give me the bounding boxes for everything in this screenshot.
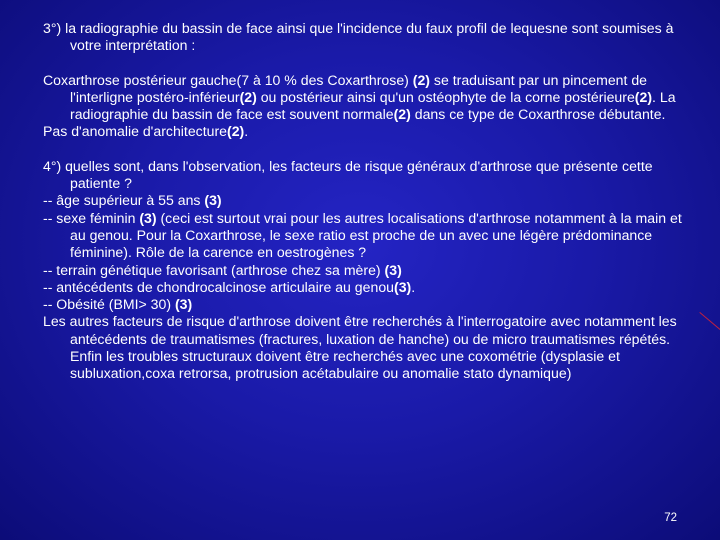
risk-factor-item <box>43 279 683 296</box>
answer-3 <box>43 72 683 124</box>
spacer <box>43 55 683 72</box>
points-label: (2) <box>239 88 257 105</box>
points-label: (3) <box>394 278 412 295</box>
risk-factor-text: -- antécédents de chondrocalcinose articulaire au genou <box>43 278 395 295</box>
risk-factor-item <box>43 262 683 279</box>
points-label: (2) <box>393 106 411 123</box>
points-label: (2) <box>412 71 430 88</box>
architecture-end: . <box>244 123 249 140</box>
closing-paragraph: Les autres facteurs de risque d'arthrose doivent être recherchés à l'interrogatoire avec notamment les antécédents de traumatismes (fractures, luxation de hanche) ou de micro traumatismes répétés. Enfin les troubles structuraux doivent être recherchés avec une coxométrie (dysplasie et subluxation,coxa retrorsa, protrusion acétabulaire ou anomalie stato dynamique) <box>43 313 677 382</box>
question-4: 4°) quelles sont, dans l'observation, les facteurs de risque généraux d'arthrose que présente cette patiente ? <box>43 157 653 192</box>
slide-body <box>43 20 683 383</box>
decorative-line <box>699 312 720 335</box>
risk-factor-text: -- âge supérieur à 55 ans <box>43 192 205 209</box>
question-3: 3°) la radiographie du bassin de face ainsi que l'incidence du faux profil de lequesne sont soumises à votre interprétation : <box>43 20 674 54</box>
points-label: (3) <box>174 296 193 313</box>
answer-3-part-4: . La radiographie du bassin de face est souvent normale <box>70 88 676 123</box>
risk-factor-note: . <box>411 278 416 295</box>
spacer <box>43 141 683 158</box>
points-label: (2) <box>634 88 653 105</box>
page-number: 72 <box>664 512 677 524</box>
risk-factor-note: (ceci est surtout vrai pour les autres localisations d'arthrose notamment à la main et au genou. Pour la Coxarthrose, le sexe ratio est proche de un avec une légère prédominance féminine). Rôle de la carence en oestrogènes ? <box>70 209 682 261</box>
points-label: (3) <box>204 192 222 209</box>
architecture-text: Pas d'anomalie d'architecture <box>43 123 228 140</box>
risk-factor-text: -- Obésité (BMI> 30) <box>43 296 175 313</box>
risk-factor-item <box>43 210 683 262</box>
risk-factor-text: -- terrain génétique favorisant (arthrose chez sa mère) <box>43 261 385 278</box>
risk-factor-item <box>43 192 683 209</box>
answer-3-part-5: dans ce type de Coxarthrose débutante. <box>410 106 666 123</box>
answer-3-part-2: se traduisant par un pincement de l'interligne postéro-inférieur <box>70 71 648 105</box>
points-label: (2) <box>227 123 245 140</box>
architecture-line <box>43 123 683 140</box>
answer-3-part-3: ou postérieur ainsi qu'un ostéophyte de la corne postérieure <box>256 88 635 105</box>
risk-factor-item <box>43 296 683 313</box>
points-label: (3) <box>139 209 157 226</box>
points-label: (3) <box>384 261 402 278</box>
answer-3-part-1: Coxarthrose postérieur gauche(7 à 10 % des Coxarthrose) <box>43 71 413 88</box>
risk-factor-text: -- sexe féminin <box>43 209 140 226</box>
